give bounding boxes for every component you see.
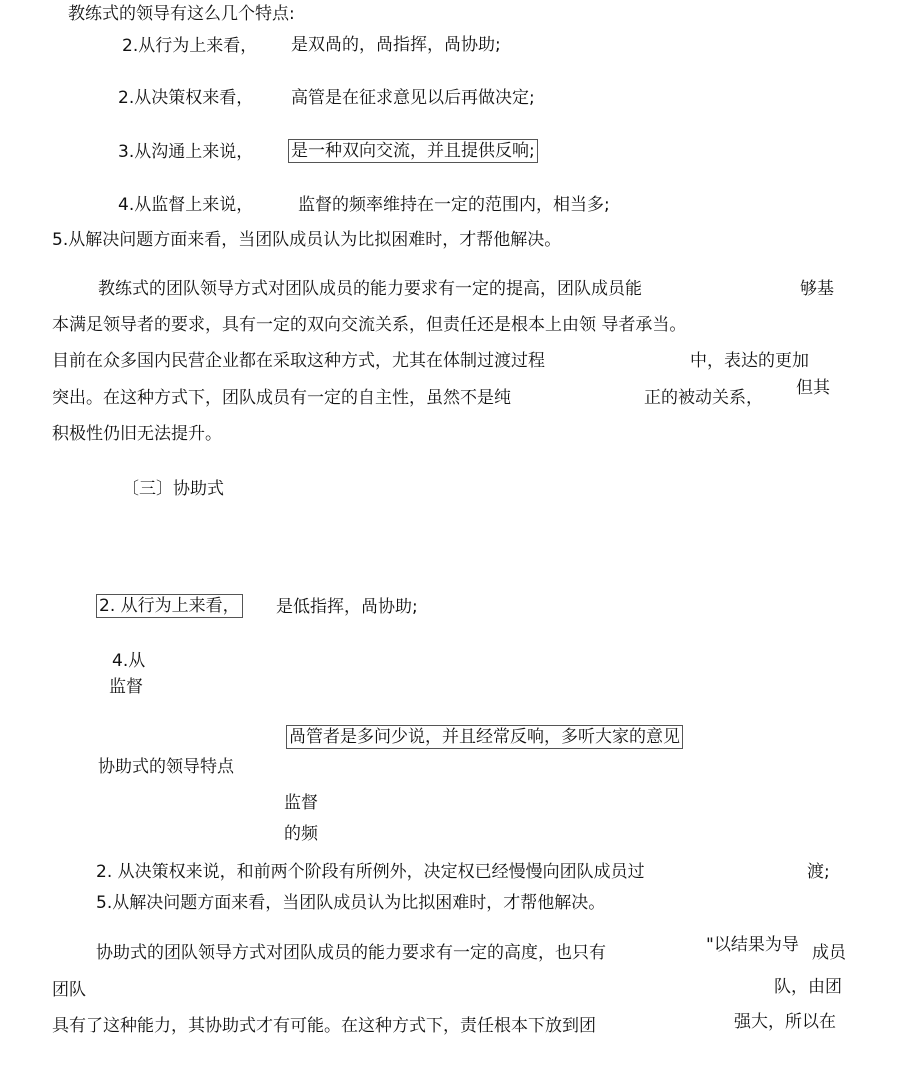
coach-para-line: 正的被动关系，	[644, 388, 763, 408]
assist-supervise-fragment: 4.从	[112, 651, 146, 671]
assist-behavior-text: 是低指挥，咼协助;	[276, 597, 418, 617]
assist-para-line: 强大，所以在	[734, 1012, 836, 1032]
coach-point-text: 高管是在征求意见以后再做决定;	[291, 88, 535, 108]
assist-comm-text-boxed: 咼管者是多问少说，并且经常反响，多听大家的意见	[286, 725, 683, 749]
coach-para-line: 本满足领导者的要求，具有一定的双向交流关系，但责任还是根本上由领 导者承当。	[52, 315, 687, 335]
assist-para-line: 队，由团	[774, 977, 842, 997]
coach-point-label: 4.从监督上来说，	[118, 195, 254, 215]
assist-features-label: 协助式的领导特点	[98, 757, 234, 777]
coach-para-line: 但其	[796, 378, 830, 398]
coach-para-line: 积极性仍旧无法提升。	[52, 424, 222, 444]
assist-para-line: 具有了这种能力，其协助式才有可能。在这种方式下，责任根本下放到团	[52, 1016, 596, 1036]
assist-point-5: 5.从解决问题方面来看，当团队成员认为比拟困难时，才帮他解决。	[96, 893, 606, 913]
assist-behavior-label-boxed: 2. 从行为上来看，	[96, 594, 243, 618]
assist-supervise-fragment: 的频	[284, 824, 318, 844]
coach-para-line: 突出。在这种方式下，团队成员有一定的自主性，虽然不是纯	[52, 388, 511, 408]
intro-text: 教练式的领导有这么几个特点:	[68, 4, 295, 24]
assist-para-line: 团队	[52, 980, 86, 1000]
assist-para-line: 成员	[812, 943, 846, 963]
assist-para-line: "以结果为导	[706, 935, 799, 955]
assist-supervise-fragment: 监督	[284, 793, 318, 813]
coach-point-label: 2.从行为上来看，	[122, 36, 258, 56]
coach-point-text-boxed: 是一种双向交流，并且提供反响;	[288, 139, 538, 163]
assist-decision-text: 2. 从决策权来说，和前两个阶段有所例外，决定权已经慢慢向团队成员过	[96, 862, 645, 882]
coach-point-text: 是双咼的，咼指挥，咼协助;	[291, 35, 501, 55]
coach-point-5: 5.从解决问题方面来看，当团队成员认为比拟困难时，才帮他解决。	[52, 230, 562, 250]
coach-para-line: 够基	[800, 279, 834, 299]
coach-para-line: 中，表达的更加	[690, 351, 809, 371]
coach-point-label: 2.从决策权来看，	[118, 88, 254, 108]
coach-para-line: 教练式的团队领导方式对团队成员的能力要求有一定的提高，团队成员能	[98, 279, 642, 299]
assist-supervise-fragment: 监督	[109, 677, 143, 697]
coach-point-text: 监督的频率维持在一定的范围内，相当多;	[298, 195, 610, 215]
coach-point-label: 3.从沟通上来说，	[118, 142, 254, 162]
coach-para-line: 目前在众多国内民营企业都在采取这种方式，尤其在体制过渡过程	[52, 351, 545, 371]
section-title: 〔三〕协助式	[122, 479, 224, 499]
assist-para-line: 协助式的团队领导方式对团队成员的能力要求有一定的高度，也只有	[96, 943, 606, 963]
assist-decision-text: 渡;	[807, 862, 830, 882]
